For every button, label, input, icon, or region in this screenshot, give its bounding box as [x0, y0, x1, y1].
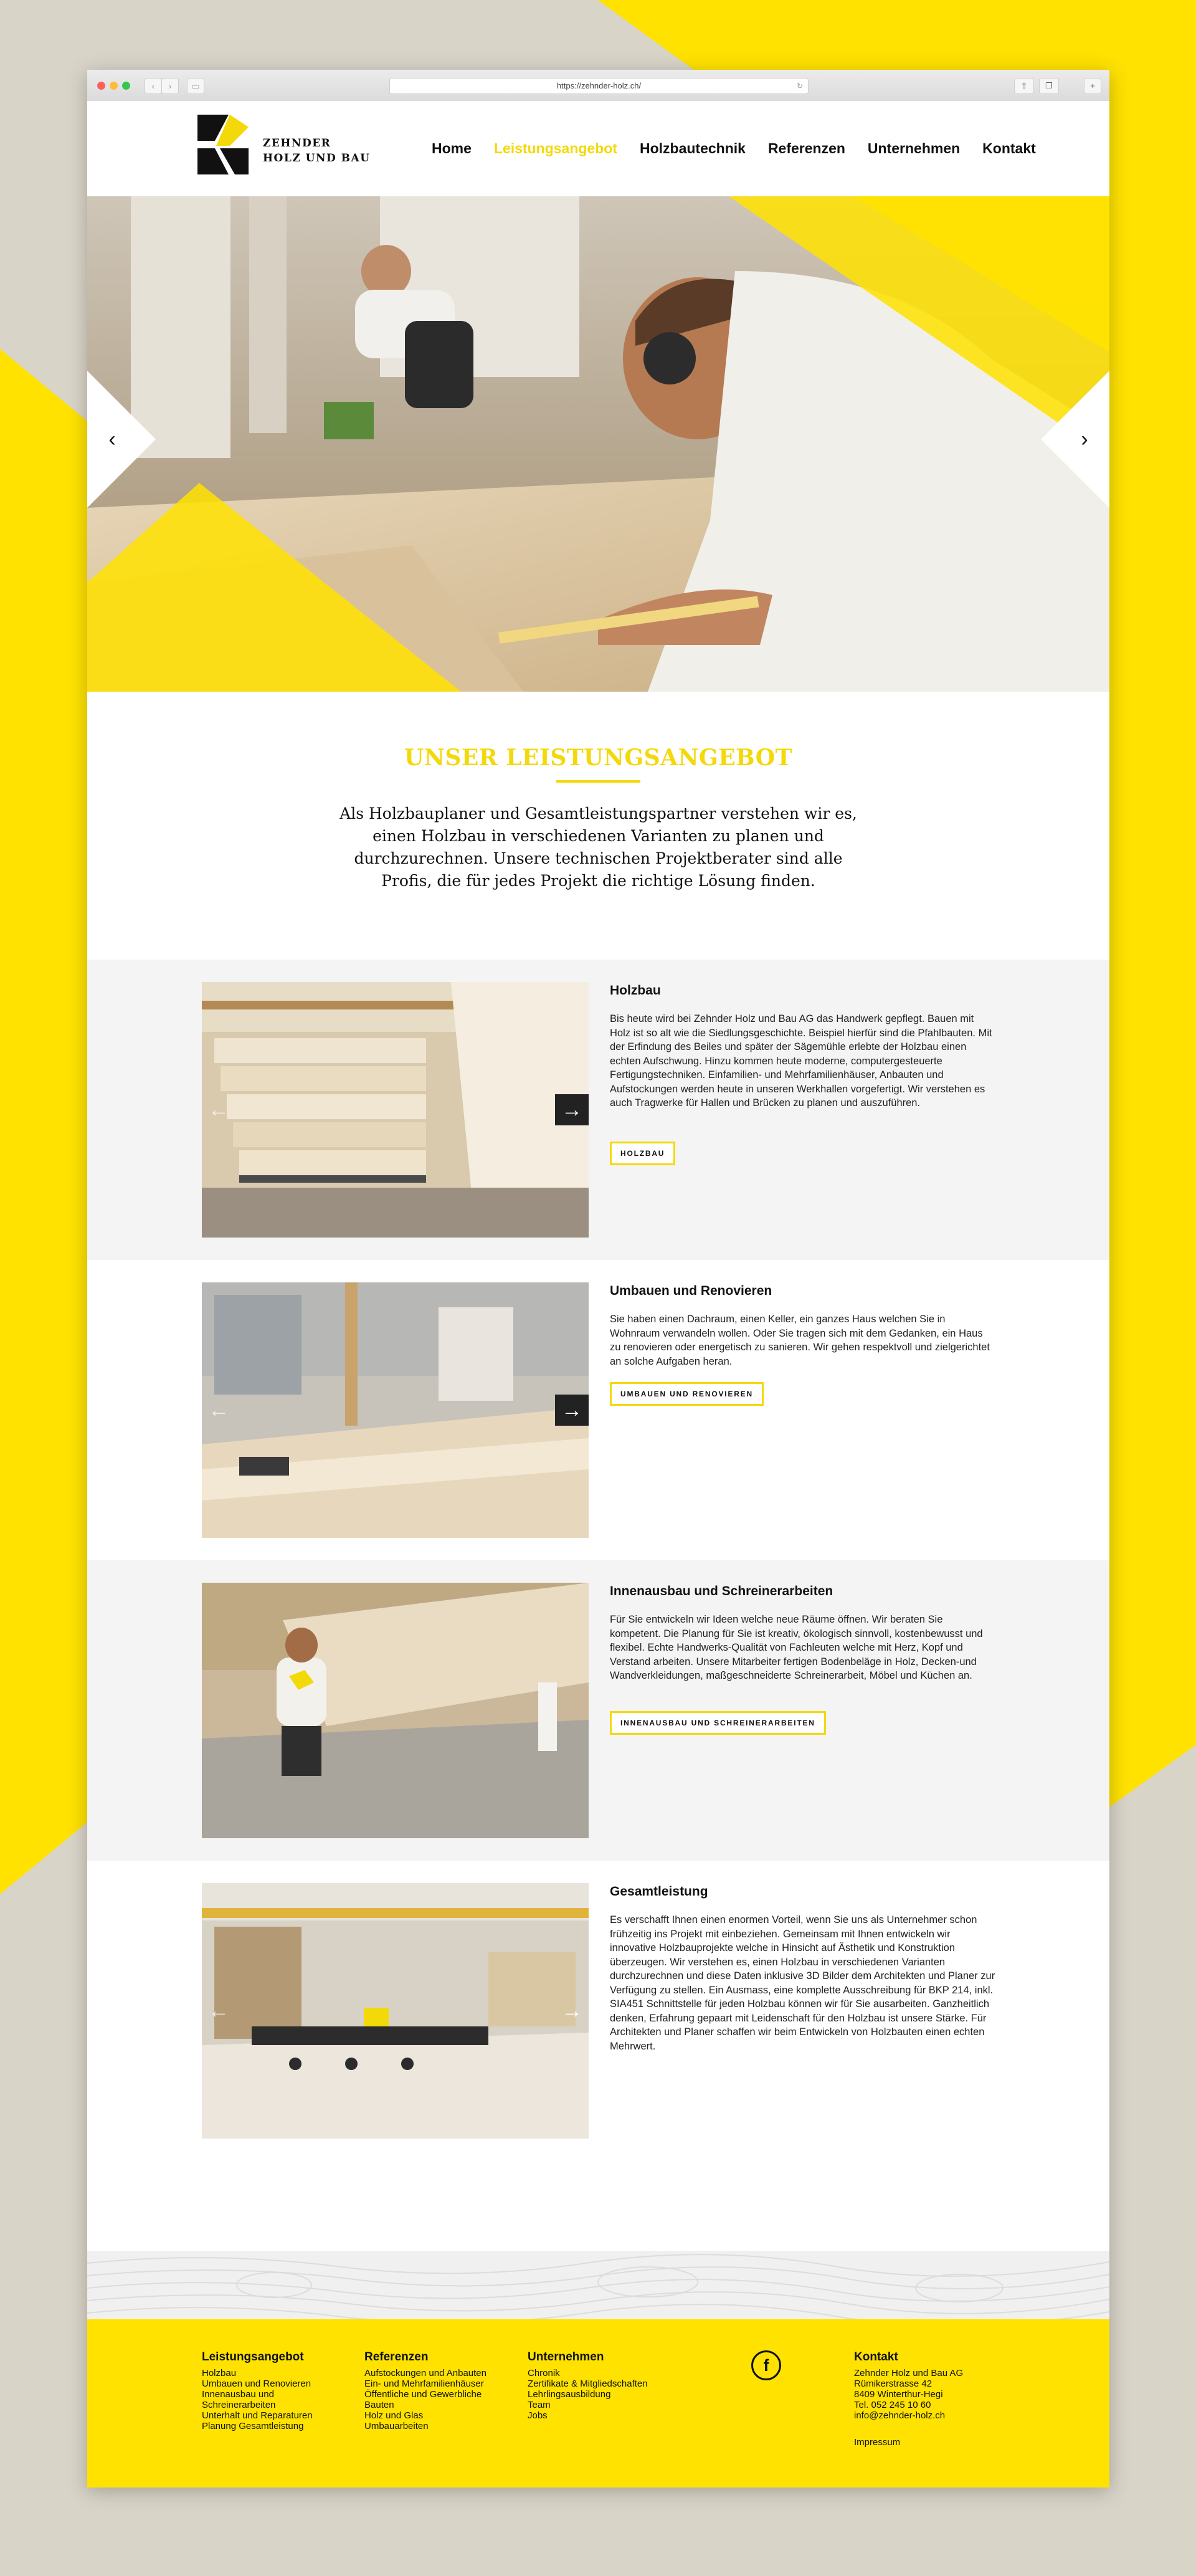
nav-leistungsangebot[interactable]: Leistungsangebot [493, 140, 617, 156]
woodgrain-pattern-band [87, 2251, 1109, 2319]
footer-referenzen [364, 2350, 486, 2431]
contact-email[interactable]: info@zehnder-holz.ch [854, 2410, 946, 2421]
logo-text [263, 136, 371, 166]
intro-section [87, 692, 1109, 960]
contact-company: Zehnder Holz und Bau AG [854, 2368, 964, 2378]
hero-slider [87, 196, 1109, 692]
contact-street: Rümikerstrasse 42 [854, 2378, 933, 2389]
service-gesamtleistung-image [202, 1883, 589, 2139]
footer-leistungsangebot [202, 2350, 313, 2431]
logo[interactable] [197, 115, 384, 180]
nav-referenzen[interactable]: Referenzen [767, 140, 845, 156]
reload-icon[interactable]: ↻ [796, 82, 803, 90]
holzbau-prev-arrow-icon[interactable]: ← [208, 1098, 229, 1122]
service-title: Holzbau [610, 983, 661, 998]
footer-link[interactable]: Zertifikate & Mitgliedschaften [528, 2378, 648, 2389]
footer-heading: Unternehmen [528, 2350, 604, 2364]
footer-link[interactable]: Schreinerarbeiten [202, 2400, 276, 2410]
service-umbauen [87, 1260, 1109, 1560]
logo-line-1: ZEHNDER [263, 137, 331, 150]
site-footer [87, 2319, 1109, 2488]
intro-title: UNSER LEISTUNGSANGEBOT [404, 745, 792, 771]
back-icon[interactable]: ‹ [145, 78, 162, 94]
service-text: Es verschafft Ihnen einen enormen Vorteil, wenn Sie uns als Unternehmer schon frühzeitig ins Projekt mit einbeziehen. Gemeinsam mit Ihnen entwickeln wir innovative Holzbauprojekte welche in Hinsicht auf Ästhetik und Konstruktion überzeugen. Wir verstehen es, einen Holzbau in verschiedenen Varianten durchzurechnen und diese Daten inklusive 3D Bilder dem Architekten und Planer zur Verfügung zu stellen. Ein Ausmass, eine komplette Ausschreibung für BKP 214, inkl. SIA451 Schnittstelle für jeden Holzbau können wir für Sie ausarbeiten. Ganzheitlich denken, Erfahrung gepaart mit Leidenschaft für den Holzbau ist unsere Stärke. Für Architekten und Planer schaffen wir beim Entwickeln von Holzbauten einen echten Mehrwert. [610, 1914, 995, 2052]
footer-link[interactable]: Bauten [364, 2400, 394, 2410]
footer-link[interactable]: Planung Gesamtleistung [202, 2421, 304, 2431]
footer-link[interactable]: Umbauen und Renovieren [202, 2378, 311, 2389]
share-icon[interactable]: ⇧ [1014, 78, 1034, 94]
footer-unternehmen [528, 2350, 648, 2421]
footer-link[interactable]: Team [528, 2400, 551, 2410]
service-text: Sie haben einen Dachraum, einen Keller, ein ganzes Haus welchen Sie in Wohnraum verwandeln wollen. Oder Sie tragen sich mit dem Gedanken, ein Haus zu renovieren oder energetisch zu sanieren. Wir gehen respektvoll und zielgerichtet an solche Aufgaben heran. [610, 1314, 990, 1367]
service-text: Bis heute wird bei Zehnder Holz und Bau AG das Handwerk gepflegt. Bauen mit Holz ist so alt wie die Siedlungsgeschichte. Beispiel hierfür sind die Pfahlbauten. Mit der Erfindung des Beiles und später der Sägemühle erlebte der Holzbau einen echten Aufschwung. Hinzu kommen heute moderne, computergesteuerte Fertigungstechniken. Einfamilien- und Mehrfamilienhäuser, Anbauten und Aufstockungen werden heute in unseren Werkhallen vorgefertigt. Wir verstehen es auch Tragwerke für Hallen und Brücken zu planen und auszuführen. [610, 1013, 992, 1109]
facebook-icon[interactable]: f [751, 2350, 781, 2380]
nav-unternehmen[interactable]: Unternehmen [867, 140, 961, 156]
browser-window [87, 70, 1109, 2488]
footer-link[interactable]: Jobs [528, 2410, 548, 2421]
footer-heading: Kontakt [854, 2350, 898, 2364]
new-tab-icon[interactable]: + [1084, 78, 1101, 94]
impressum-link[interactable]: Impressum [854, 2437, 901, 2448]
footer-link[interactable]: Holzbau [202, 2368, 237, 2378]
footer-link[interactable]: Öffentliche und Gewerbliche [364, 2389, 482, 2400]
footer-link[interactable]: Innenausbau und [202, 2389, 274, 2400]
gesamtleistung-prev-arrow-icon[interactable]: ← [208, 1999, 229, 2023]
service-holzbau [87, 960, 1109, 1260]
contact-phone[interactable]: Tel. 052 245 10 60 [854, 2400, 931, 2410]
service-umbauen-image [202, 1282, 589, 1538]
forward-icon[interactable]: › [161, 78, 179, 94]
main-nav [432, 101, 1058, 196]
footer-link[interactable]: Ein- und Mehrfamilienhäuser [364, 2378, 484, 2389]
contact-city: 8409 Winterthur-Hegi [854, 2389, 943, 2400]
service-holzbau-image [202, 982, 589, 1238]
site-header [87, 101, 1109, 196]
innenausbau-button[interactable]: INNENAUSBAU UND SCHREINERARBEITEN [610, 1711, 826, 1735]
nav-home[interactable]: Home [432, 140, 472, 156]
sidebar-toggle-icon[interactable]: ▭ [187, 78, 204, 94]
address-bar[interactable] [389, 78, 809, 94]
service-innenausbau [87, 1560, 1109, 1861]
service-text: Für Sie entwickeln wir Ideen welche neue Räume öffnen. Wir beraten Sie kompetent. Die Planung für Sie ist kreativ, ökologisch sinnvoll, kostenbewusst und flexibel. Echte Handwerks-Qualität von Fachleuten welche mit Herz, Kopf und Verstand arbeiten. Unsere Mitarbeiter fertigen Bodenbeläge in Holz, Decken-und Wandverkleidungen, maßgeschneiderte Schreinerarbeit, Möbel und Küchen an. [610, 1614, 983, 1681]
footer-heading: Leistungsangebot [202, 2350, 304, 2364]
footer-link[interactable]: Lehrlingsausbildung [528, 2389, 611, 2400]
footer-heading: Referenzen [364, 2350, 429, 2364]
holzbau-button[interactable]: HOLZBAU [610, 1142, 675, 1165]
url-text: https://zehnder-holz.ch/ [556, 81, 642, 90]
hero-prev-arrow-icon[interactable]: ‹ [108, 427, 116, 451]
hero-image [87, 196, 1109, 692]
service-title: Gesamtleistung [610, 1884, 708, 1899]
hero-next-arrow-icon[interactable]: › [1081, 427, 1088, 451]
tabs-overview-icon[interactable]: ❐ [1039, 78, 1059, 94]
service-gesamtleistung [87, 1861, 1109, 2161]
service-title: Umbauen und Renovieren [610, 1284, 772, 1298]
close-window-button[interactable] [97, 82, 105, 90]
browser-toolbar [87, 70, 1109, 102]
umbauen-button[interactable]: UMBAUEN UND RENOVIEREN [610, 1382, 764, 1406]
footer-link[interactable]: Chronik [528, 2368, 560, 2378]
umbauen-prev-arrow-icon[interactable]: ← [208, 1398, 229, 1422]
intro-underline [556, 780, 640, 783]
gesamtleistung-next-arrow-icon[interactable]: → [561, 1999, 582, 2023]
service-title: Innenausbau und Schreinerarbeiten [610, 1584, 833, 1598]
footer-kontakt [854, 2350, 963, 2448]
umbauen-next-arrow-icon[interactable]: → [555, 1395, 589, 1426]
holzbau-next-arrow-icon[interactable]: → [555, 1094, 589, 1125]
logo-mark-icon [197, 115, 254, 177]
nav-holzbautechnik[interactable]: Holzbautechnik [639, 140, 746, 156]
footer-link[interactable]: Umbauarbeiten [364, 2421, 429, 2431]
intro-text: Als Holzbauplaner und Gesamtleistungspartner verstehen wir es, einen Holzbau in verschiedenen Varianten zu planen und durchzurechnen. Unsere technischen Projektberater sind alle Profis, die für jedes Projekt die richtige Lösung finden. [339, 804, 857, 890]
nav-kontakt[interactable]: Kontakt [982, 140, 1036, 156]
footer-link[interactable]: Aufstockungen und Anbauten [364, 2368, 486, 2378]
minimize-window-button[interactable] [110, 82, 118, 90]
logo-line-2: HOLZ UND BAU [263, 152, 371, 165]
footer-link[interactable]: Unterhalt und Reparaturen [202, 2410, 313, 2421]
service-innenausbau-image [202, 1583, 589, 1838]
maximize-window-button[interactable] [122, 82, 130, 90]
footer-link[interactable]: Holz und Glas [364, 2410, 424, 2421]
